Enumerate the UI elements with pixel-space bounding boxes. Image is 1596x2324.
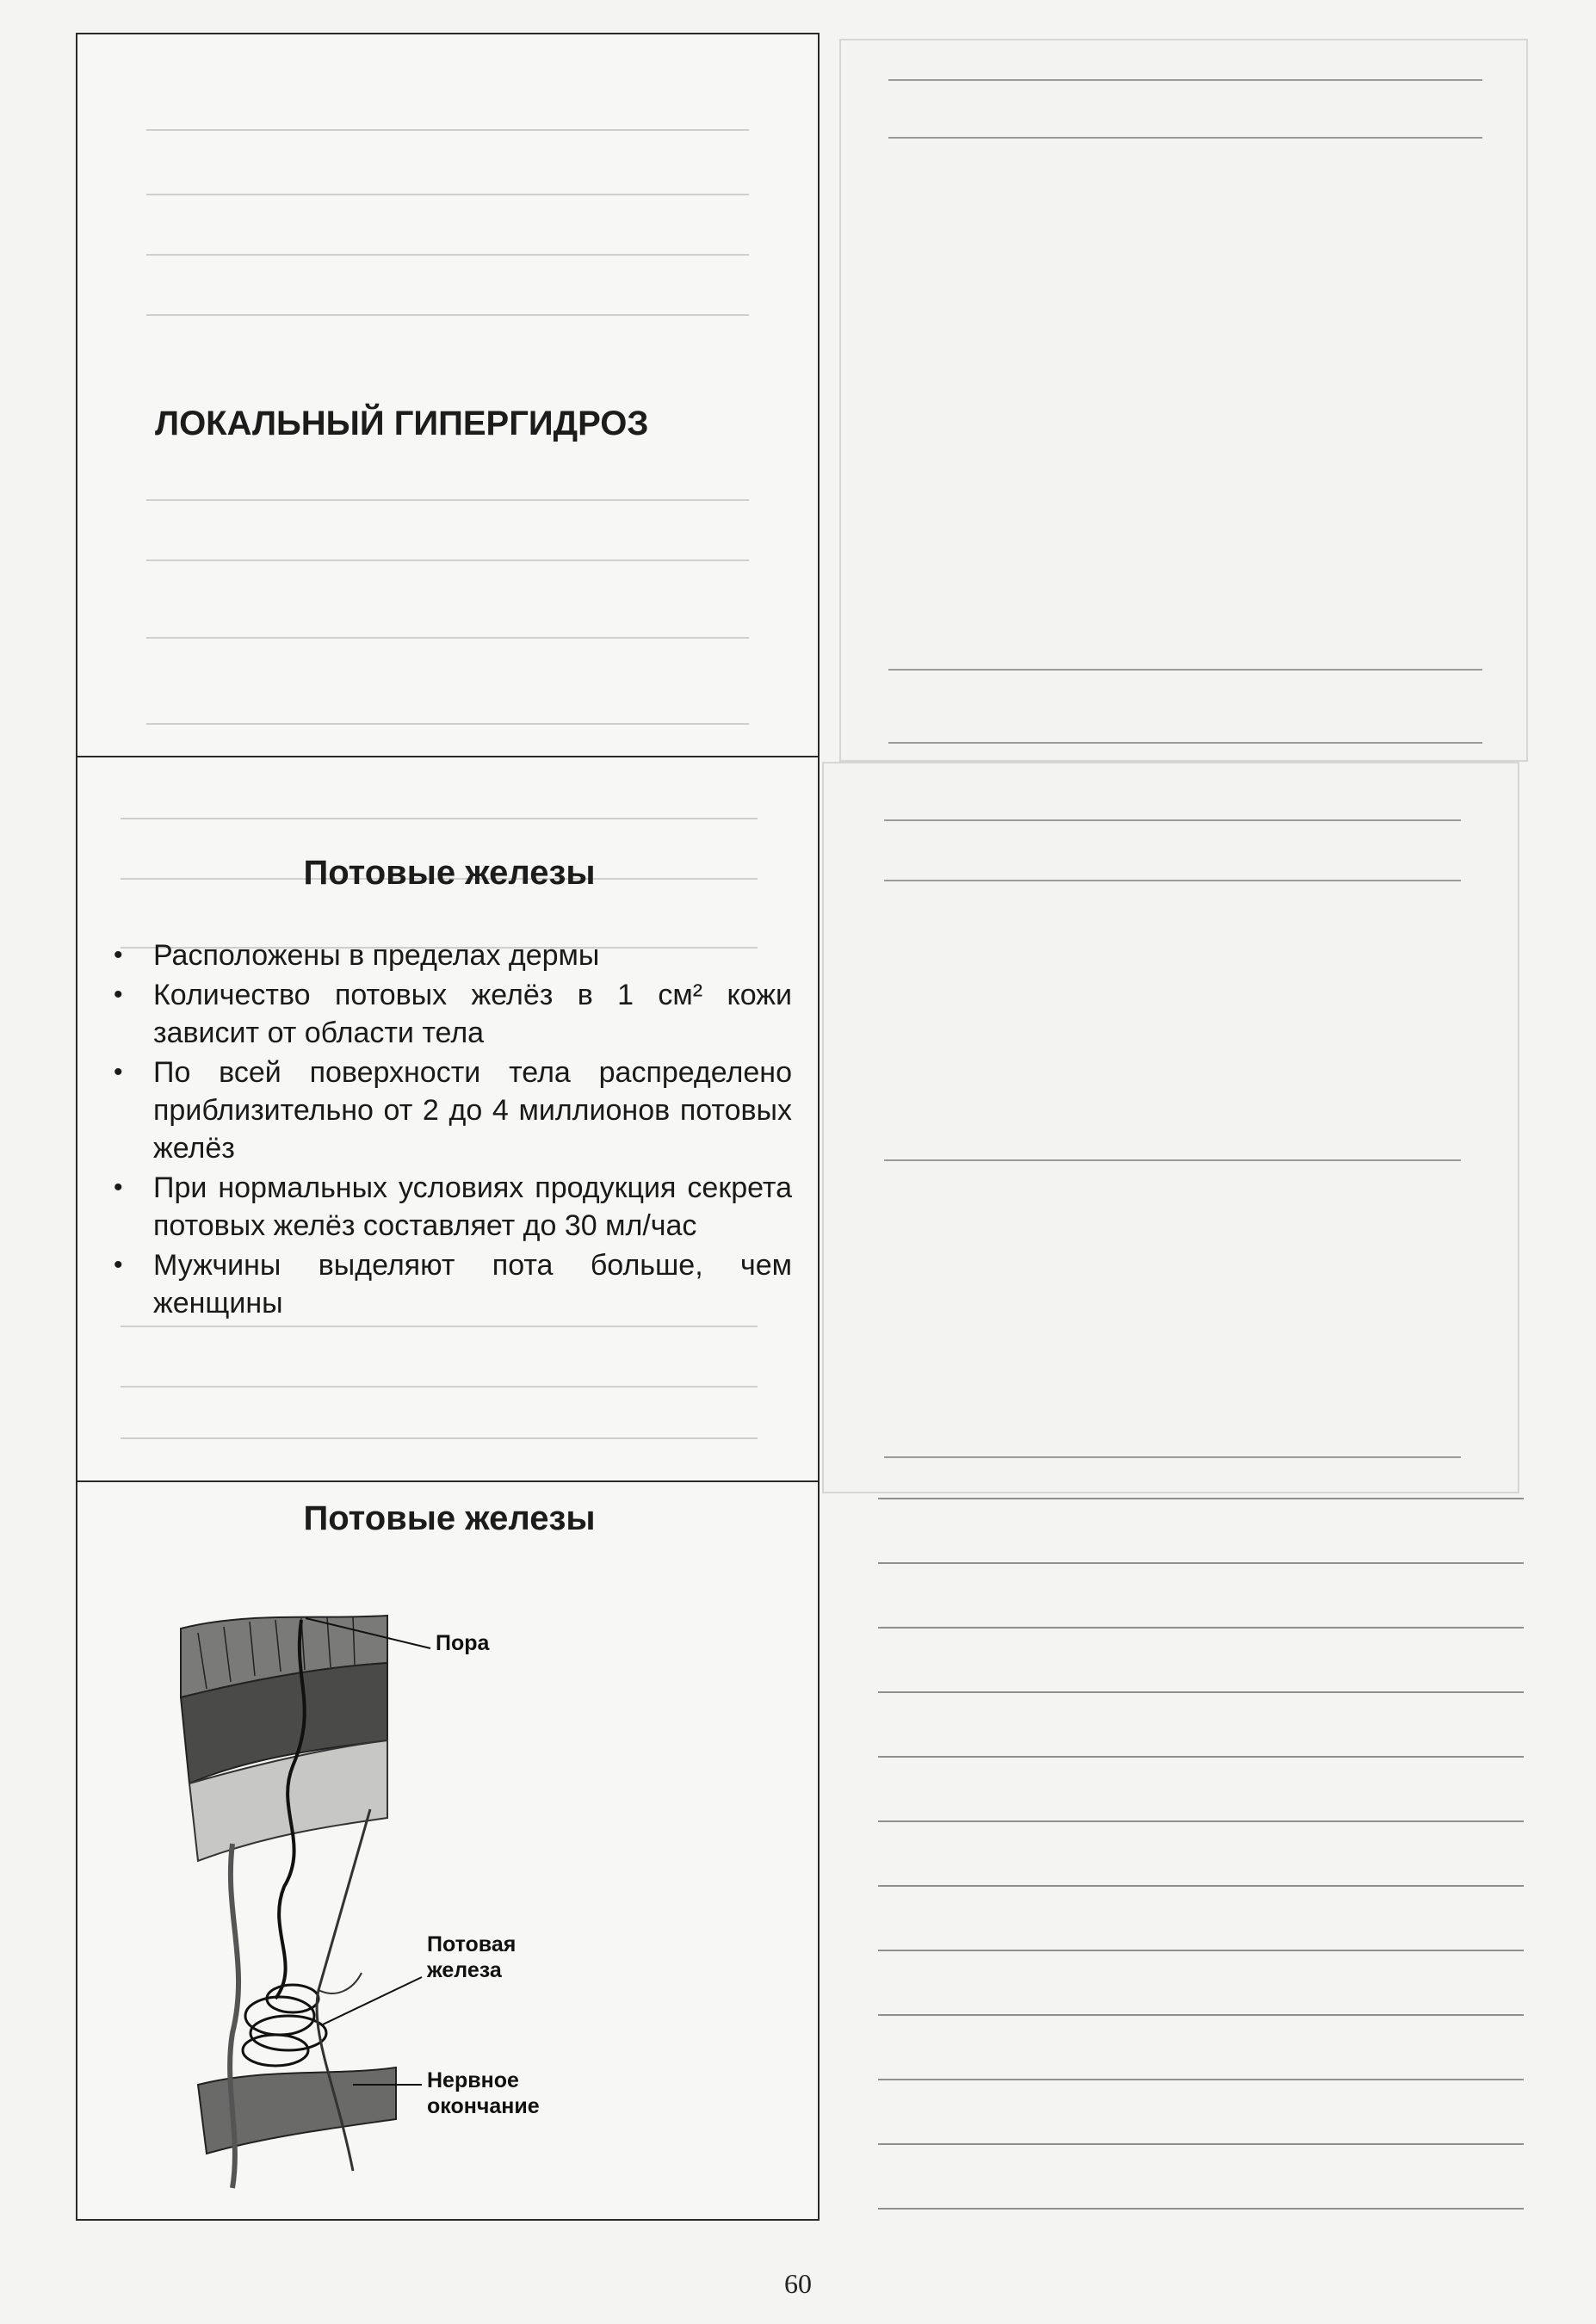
nerve-ending-label: Нервное окончание [427, 2068, 540, 2118]
note-lines [878, 1498, 1524, 2221]
list-item: • Мужчины выделяют пота больше, чем женщины [96, 1246, 792, 1322]
faint-rule [146, 499, 749, 501]
note-line [878, 1885, 1524, 1887]
note-line [878, 1691, 1524, 1693]
bleed-through-panel [839, 39, 1528, 762]
faint-rule [884, 1159, 1461, 1161]
faint-rule [121, 818, 758, 819]
list-item: • Количество потовых желёз в 1 см² кожи зависит от области тела [96, 976, 792, 1052]
list-item: • При нормальных условиях продукция секрета потовых желёз составляет до 30 мл/час [96, 1169, 792, 1245]
note-line [878, 1627, 1524, 1629]
note-line [878, 1756, 1524, 1758]
faint-rule [146, 254, 749, 256]
note-line [878, 2143, 1524, 2145]
note-line [878, 1820, 1524, 1822]
faint-rule [146, 637, 749, 639]
note-line [878, 2079, 1524, 2080]
faint-rule [888, 742, 1482, 744]
faint-rule [884, 1456, 1461, 1458]
facts-list [96, 936, 792, 1324]
faint-rule [121, 1437, 758, 1439]
section-title: Потовые железы [303, 1499, 596, 1537]
faint-rule [146, 559, 749, 561]
note-line [878, 1498, 1524, 1499]
note-line [878, 1562, 1524, 1564]
sweat-gland-label: Потовая железа [427, 1932, 517, 1982]
panel-sweat-gland-diagram [76, 1480, 820, 2221]
faint-rule [146, 723, 749, 725]
faint-rule [146, 194, 749, 195]
faint-rule [884, 880, 1461, 881]
panel-hyperhidrosis [76, 33, 820, 757]
pore-label: Пора [436, 1631, 490, 1655]
section-title: ЛОКАЛЬНЫЙ ГИПЕРГИДРОЗ [155, 405, 649, 442]
note-line [878, 1950, 1524, 1951]
bleed-through-heading [95, 52, 801, 114]
note-line [878, 2208, 1524, 2210]
faint-rule [146, 129, 749, 131]
page-number: 60 [784, 2268, 812, 2299]
panel-sweat-glands-facts [76, 756, 820, 1482]
faint-rule [888, 669, 1482, 671]
faint-rule [121, 1326, 758, 1327]
list-item: • По всей поверхности тела распределено приблизительно от 2 до 4 миллионов потовых желёз [96, 1054, 792, 1167]
note-line [878, 2014, 1524, 2016]
faint-rule [884, 819, 1461, 821]
bleed-through-panel [822, 762, 1519, 1493]
faint-rule [121, 1386, 758, 1388]
list-item: • Расположены в пределах дермы [96, 936, 792, 974]
section-title: Потовые железы [303, 854, 596, 892]
faint-rule [888, 79, 1482, 81]
faint-rule [146, 314, 749, 316]
faint-rule [888, 137, 1482, 139]
